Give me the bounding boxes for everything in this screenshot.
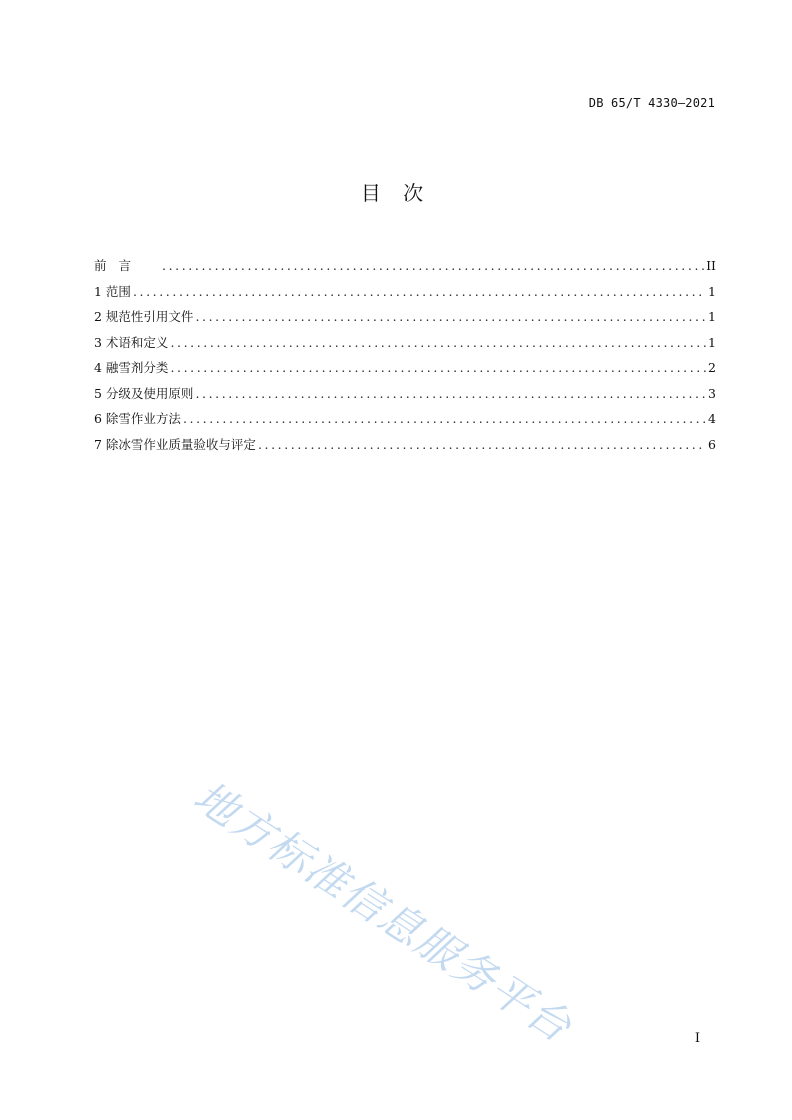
toc-entry-label: 7 除冰雪作业质量验收与评定 [94,436,256,452]
table-of-contents [94,256,716,460]
toc-entry-deicer-classification[interactable] [94,358,716,384]
toc-entry-grading-principles[interactable] [94,384,716,410]
toc-entry-page: 3 [708,385,716,401]
toc-entry-scope[interactable] [94,282,716,308]
toc-dot-leader [133,284,706,299]
toc-entry-page: 6 [708,436,716,452]
toc-entry-page: 2 [708,360,716,375]
toc-dot-leader [258,437,706,452]
toc-entry-page: 1 [708,283,716,299]
toc-entry-page: II [706,258,716,273]
toc-dot-leader [162,258,704,273]
toc-entry-label: 5 分级及使用原则 [94,385,194,401]
toc-entry-quality-acceptance[interactable] [94,435,716,461]
toc-dot-leader [170,335,706,350]
toc-entry-page: 1 [708,334,716,350]
toc-entry-preface[interactable] [94,256,716,282]
toc-entry-page: 1 [708,309,716,324]
toc-entry-label: 前 言 [94,258,135,273]
watermark: 地方标准信息服务平台 [185,771,582,1053]
toc-dot-leader [183,411,706,426]
toc-dot-leader [195,386,706,401]
toc-entry-page: 4 [708,411,716,426]
toc-dot-leader [195,309,706,324]
toc-entry-label: 1 范围 [94,283,131,299]
toc-entry-terms-definitions[interactable] [94,333,716,359]
toc-dot-leader [170,360,706,375]
toc-entry-label: 6 除雪作业方法 [94,411,181,426]
toc-entry-normative-references[interactable] [94,307,716,333]
standard-code: DB 65/T 4330—2021 [588,96,715,110]
toc-entry-label: 2 规范性引用文件 [94,309,194,324]
page-title: 目 次 [360,181,432,205]
toc-entry-label: 3 术语和定义 [94,334,169,350]
toc-entry-label: 4 融雪剂分类 [94,360,169,375]
page-number: I [694,1031,700,1046]
toc-entry-snow-removal-methods[interactable] [94,409,716,435]
